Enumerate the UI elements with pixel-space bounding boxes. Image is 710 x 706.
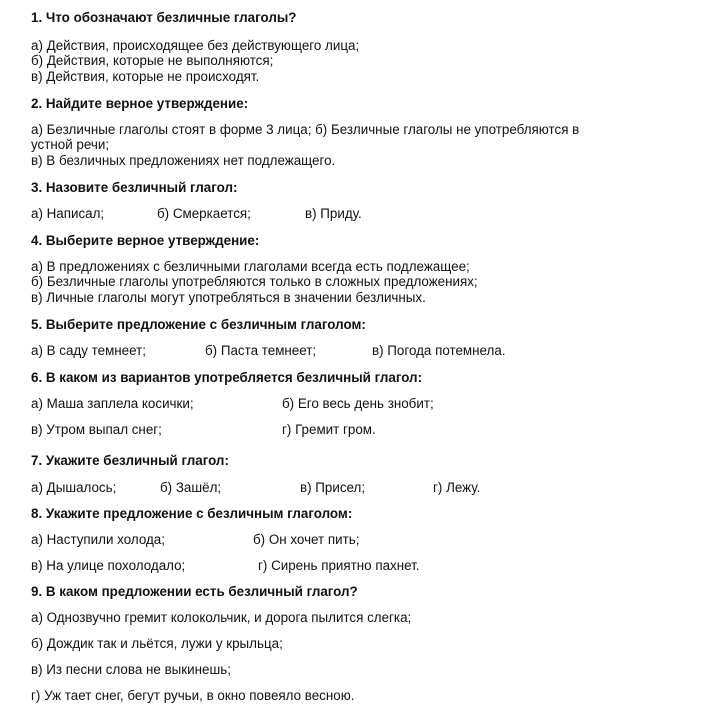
question-7-option-b: б) Зашёл; <box>160 480 222 495</box>
question-2-title: 2. Найдите верное утверждение: <box>31 96 249 111</box>
question-3-option-a: а) Написал; <box>31 206 105 221</box>
question-2-option-line-1: а) Безличные глаголы стоят в форме 3 лица; б) Безличные глаголы не употребляются в <box>31 122 580 137</box>
question-7-option-c: в) Присел; <box>300 480 366 495</box>
question-9-option-a: а) Однозвучно гремит колокольчик, и дорога пылится слегка; <box>31 610 412 625</box>
question-3-title: 3. Назовите безличный глагол: <box>31 180 238 195</box>
question-8-title: 8. Укажите предложение с безличным глаголом: <box>31 506 353 521</box>
question-3-option-b: б) Смеркается; <box>157 206 251 221</box>
question-1-title: 1. Что обозначают безличные глаголы? <box>31 10 297 25</box>
question-4-option-c: в) Личные глаголы могут употребляться в значении безличных. <box>31 290 426 305</box>
question-9-option-b: б) Дождик так и льётся, лужи у крыльца; <box>31 636 283 651</box>
question-5-option-c: в) Погода потемнела. <box>372 343 506 358</box>
question-8-option-b: б) Он хочет пить; <box>253 532 360 547</box>
question-1-option-b: б) Действия, которые не выполняются; <box>31 53 274 68</box>
question-2-option-line-2: устной речи; <box>31 137 110 152</box>
question-3-option-c: в) Приду. <box>305 206 362 221</box>
question-8-option-d: г) Сирень приятно пахнет. <box>258 558 420 573</box>
question-6-title: 6. В каком из вариантов употребляется безличный глагол: <box>31 370 423 385</box>
question-1-option-c: в) Действия, которые не происходят. <box>31 69 260 84</box>
question-9-title: 9. В каком предложении есть безличный глагол? <box>31 584 358 599</box>
question-8-option-c: в) На улице похолодало; <box>31 558 186 573</box>
question-8-option-a: а) Наступили холода; <box>31 532 165 547</box>
question-2-option-line-3: в) В безличных предложениях нет подлежащего. <box>31 153 336 168</box>
question-5-title: 5. Выберите предложение с безличным глаголом: <box>31 317 366 332</box>
question-9-option-c: в) Из песни слова не выкинешь; <box>31 662 231 677</box>
question-5-option-b: б) Паста темнеет; <box>205 343 317 358</box>
question-4-option-a: а) В предложениях с безличными глаголами всегда есть подлежащее; <box>31 259 470 274</box>
question-6-option-d: г) Гремит гром. <box>282 422 376 437</box>
question-6-option-c: в) Утром выпал снег; <box>31 422 162 437</box>
question-4-title: 4. Выберите верное утверждение: <box>31 233 260 248</box>
question-1-option-a: а) Действия, происходящее без действующего лица; <box>31 38 360 53</box>
question-7-option-a: а) Дышалось; <box>31 480 117 495</box>
question-6-option-a: а) Маша заплела косички; <box>31 396 194 411</box>
question-9-option-d: г) Уж тает снег, бегут ручьи, в окно повеяло весною. <box>31 688 355 703</box>
question-7-option-d: г) Лежу. <box>433 480 481 495</box>
question-7-title: 7. Укажите безличный глагол: <box>31 453 229 468</box>
question-6-option-b: б) Его весь день знобит; <box>282 396 434 411</box>
question-4-option-b: б) Безличные глаголы употребляются только в сложных предложениях; <box>31 274 478 289</box>
question-5-option-a: а) В саду темнеет; <box>31 343 146 358</box>
